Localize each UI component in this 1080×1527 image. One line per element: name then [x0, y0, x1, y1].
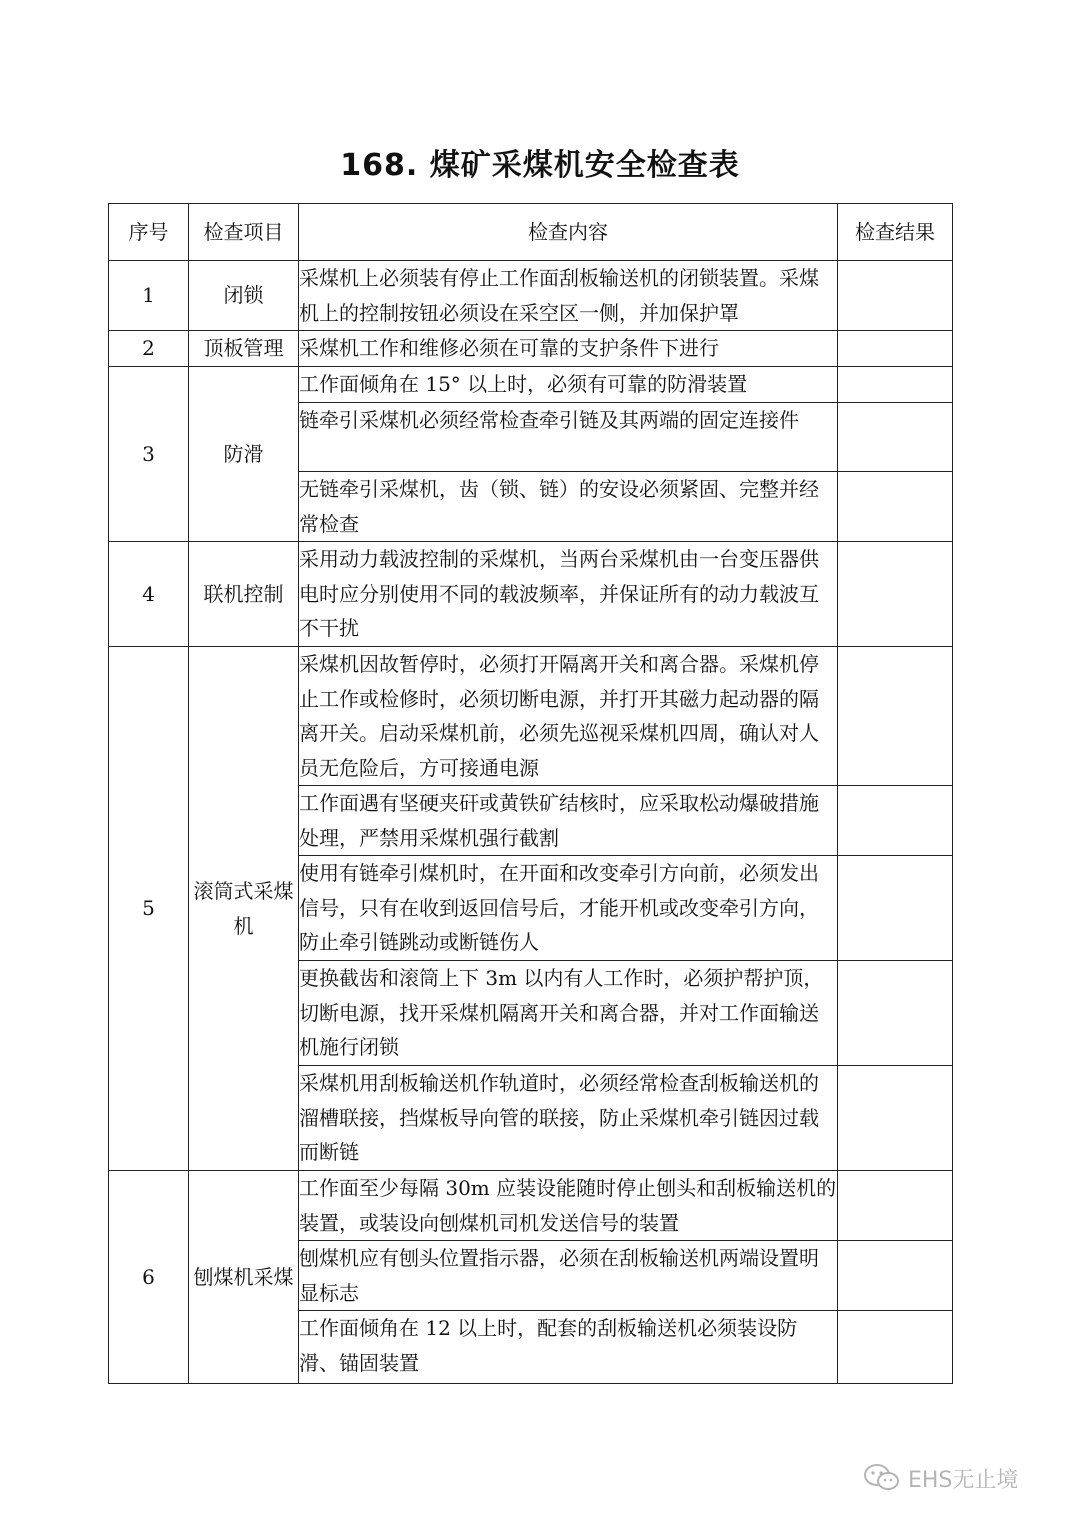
table-row [109, 367, 953, 403]
header-item: 检查项目 [189, 204, 299, 261]
check-item: 刨煤机采煤 [189, 1171, 299, 1384]
check-result-cell[interactable] [838, 961, 953, 1066]
check-result-cell[interactable] [838, 331, 953, 367]
inspection-table [108, 203, 953, 1384]
table-row [109, 647, 953, 786]
check-result-cell[interactable] [838, 1171, 953, 1241]
table-row [109, 261, 953, 331]
check-result-cell[interactable] [838, 1241, 953, 1311]
check-content: 采用动力载波控制的采煤机，当两台采煤机由一台变压器供电时应分别使用不同的载波频率，并保证所有的动力载波互不干扰 [299, 542, 838, 647]
check-item: 联机控制 [189, 542, 299, 647]
check-content: 采煤机因故暂停时，必须打开隔离开关和离合器。采煤机停止工作或检修时，必须切断电源，并打开其磁力起动器的隔离开关。启动采煤机前，必须先巡视采煤机四周，确认对人员无危险后，方可接通电源 [299, 647, 838, 786]
check-result-cell[interactable] [838, 856, 953, 961]
check-content: 使用有链牵引煤机时，在开面和改变牵引方向前，必须发出信号，只有在收到返回信号后，才能开机或改变牵引方向，防止牵引链跳动或断链伤人 [299, 856, 838, 961]
row-number: 6 [109, 1171, 189, 1384]
row-number: 2 [109, 331, 189, 367]
watermark-text: EHS无止境 [908, 1467, 1019, 1493]
check-content: 工作面遇有坚硬夹矸或黄铁矿结核时，应采取松动爆破措施处理，严禁用采煤机强行截割 [299, 786, 838, 856]
watermark [862, 1460, 1018, 1496]
row-number: 5 [109, 647, 189, 1171]
check-item: 闭锁 [189, 261, 299, 331]
check-item: 顶板管理 [189, 331, 299, 367]
check-result-cell[interactable] [838, 261, 953, 331]
check-result-cell[interactable] [838, 367, 953, 403]
table-body [109, 261, 953, 1384]
table-row [109, 1171, 953, 1241]
check-content: 工作面倾角在 12 以上时，配套的刮板输送机必须装设防滑、锚固装置 [299, 1311, 838, 1384]
check-content: 工作面至少每隔 30m 应装设能随时停止刨头和刮板输送机的装置，或装设向刨煤机司机发送信号的装置 [299, 1171, 838, 1241]
row-number: 4 [109, 542, 189, 647]
check-content: 采煤机工作和维修必须在可靠的支护条件下进行 [299, 331, 838, 367]
row-number: 3 [109, 367, 189, 542]
check-result-cell[interactable] [838, 403, 953, 472]
check-result-cell[interactable] [838, 647, 953, 786]
check-result-cell[interactable] [838, 542, 953, 647]
check-item: 防滑 [189, 367, 299, 542]
check-content: 采煤机用刮板输送机作轨道时，必须经常检查刮板输送机的溜槽联接，挡煤板导向管的联接，防止采煤机牵引链因过载而断链 [299, 1066, 838, 1171]
table-row [109, 542, 953, 647]
check-content: 刨煤机应有刨头位置指示器，必须在刮板输送机两端设置明显标志 [299, 1241, 838, 1311]
header-no: 序号 [109, 204, 189, 261]
check-content: 链牵引采煤机必须经常检查牵引链及其两端的固定连接件 [299, 403, 838, 472]
check-result-cell[interactable] [838, 1311, 953, 1384]
check-content: 无链牵引采煤机，齿（锁、链）的安设必须紧固、完整并经常检查 [299, 472, 838, 542]
page-title: 168. 煤矿采煤机安全检查表 [340, 148, 740, 183]
check-content: 采煤机上必须装有停止工作面刮板输送机的闭锁装置。采煤机上的控制按钮必须设在采空区一侧，并加保护罩 [299, 261, 838, 331]
wechat-icon [862, 1463, 902, 1493]
header-content: 检查内容 [299, 204, 838, 261]
check-result-cell[interactable] [838, 1066, 953, 1171]
check-content: 工作面倾角在 15° 以上时，必须有可靠的防滑装置 [299, 367, 838, 403]
header-result: 检查结果 [838, 204, 953, 261]
row-number: 1 [109, 261, 189, 331]
check-content: 更换截齿和滚筒上下 3m 以内有人工作时，必须护帮护顶，切断电源，找开采煤机隔离开关和离合器，并对工作面输送机施行闭锁 [299, 961, 838, 1066]
table-row [109, 331, 953, 367]
check-result-cell[interactable] [838, 472, 953, 542]
check-result-cell[interactable] [838, 786, 953, 856]
table-header-row [109, 204, 953, 261]
check-item: 滚筒式采煤机 [189, 647, 299, 1171]
